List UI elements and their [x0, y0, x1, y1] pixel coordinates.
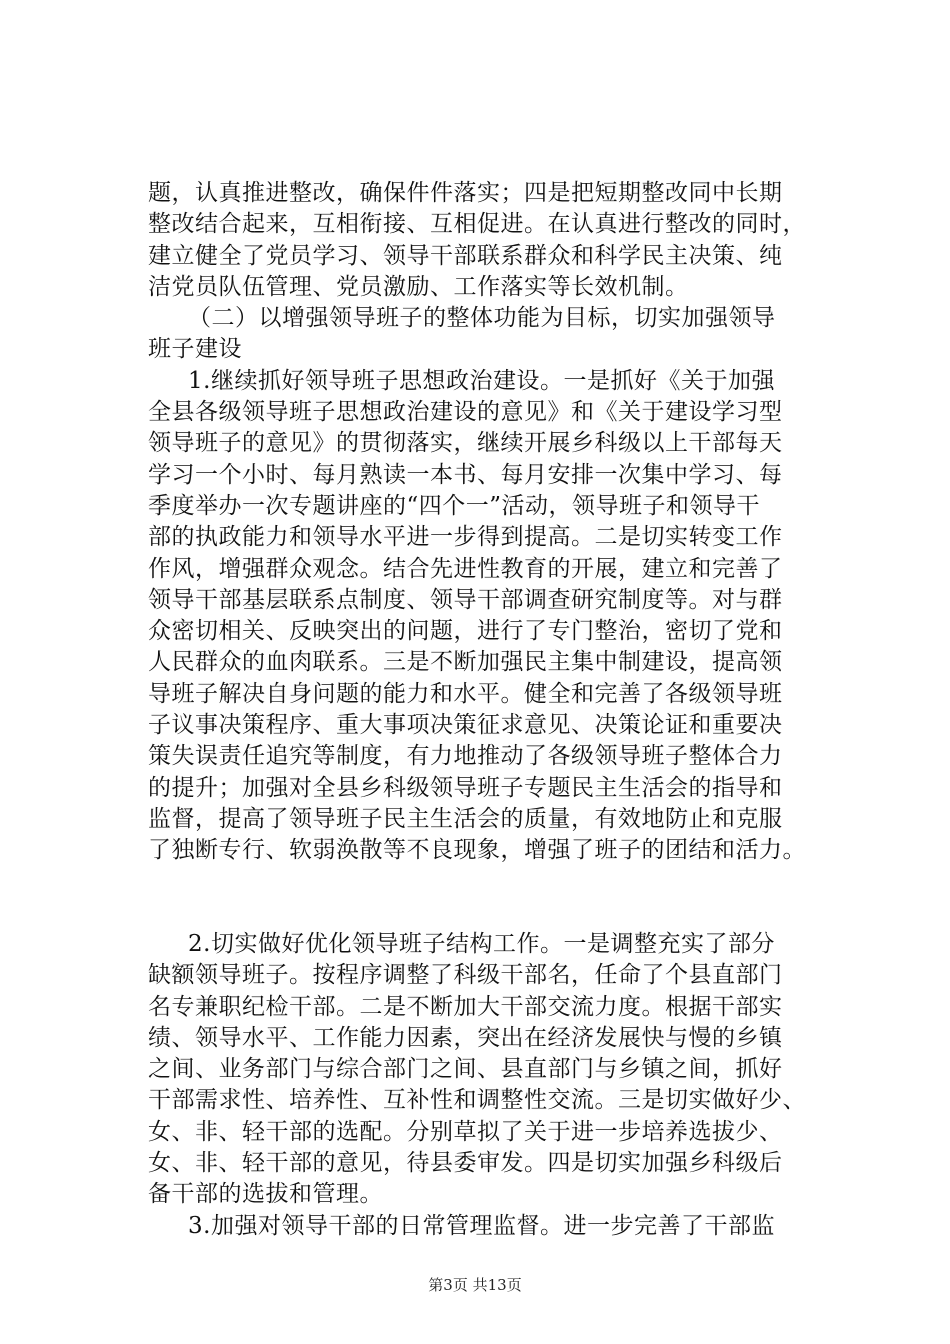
section-heading-line: 班子建设	[148, 336, 242, 363]
body-text-section-1	[148, 178, 808, 867]
text-line: 备干部的选拔和管理。	[148, 1181, 383, 1208]
text-line: 女、非、轻干部的意见，待县委审发。四是切实加强乡科级后	[148, 1150, 783, 1177]
text-line: 导班子解决自身问题的能力和水平。健全和完善了各级领导班	[148, 680, 783, 707]
text-line: 2.切实做好优化领导班子结构工作。一是调整充实了部分	[188, 931, 775, 957]
text-line: 部的执政能力和领导水平进一步得到提高。二是切实转变工作	[148, 524, 783, 551]
text-line: 领导班子的意见》的贯彻落实，继续开展乡科级以上干部每天	[148, 430, 783, 457]
text-line: 缺额领导班子。按程序调整了科级干部名，任命了个县直部门	[148, 962, 783, 989]
text-line: 3.加强对领导干部的日常管理监督。进一步完善了干部监	[188, 1212, 775, 1239]
section-heading-line: （二）以增强领导班子的整体功能为目标，切实加强领导	[188, 305, 776, 332]
text-line: 1.继续抓好领导班子思想政治建设。一是抓好《关于加强	[188, 367, 775, 394]
body-text-section-2	[148, 929, 808, 1242]
text-line: 作风，增强群众观念。结合先进性教育的开展，建立和完善了	[148, 555, 783, 582]
text-line: 绩、领导水平、工作能力因素，突出在经济发展快与慢的乡镇	[148, 1024, 783, 1051]
text-line: 学习一个小时、每月熟读一本书、每月安排一次集中学习、每	[148, 461, 783, 488]
text-line: 全县各级领导班子思想政治建设的意见》和《关于建设学习型	[148, 399, 783, 426]
text-line: 题，认真推进整改，确保件件落实；四是把短期整改同中长期	[148, 180, 783, 206]
text-line: 建立健全了党员学习、领导干部联系群众和科学民主决策、纯	[148, 242, 783, 269]
text-line: 干部需求性、培养性、互补性和调整性交流。三是切实做好少、	[148, 1087, 806, 1114]
text-line: 人民群众的血肉联系。三是不断加强民主集中制建设，提高领	[148, 649, 783, 676]
text-line: 整改结合起来，互相衔接、互相促进。在认真进行整改的同时，	[148, 211, 806, 238]
text-line: 了独断专行、软弱涣散等不良现象，增强了班子的团结和活力。	[148, 837, 806, 864]
text-line: 众密切相关、反映突出的问题，进行了专门整治，密切了党和	[148, 618, 783, 645]
page-number-footer: 第3页 共13页	[428, 1276, 522, 1294]
text-line: 女、非、轻干部的选配。分别草拟了关于进一步培养选拔少、	[148, 1118, 783, 1145]
text-line: 之间、业务部门与综合部门之间、县直部门与乡镇之间，抓好	[148, 1056, 783, 1083]
text-line: 策失误责任追究等制度，有力地推动了各级领导班子整体合力	[148, 743, 783, 770]
text-line: 季度举办一次专题讲座的“四个一”活动，领导班子和领导干	[148, 492, 761, 519]
text-line: 领导干部基层联系点制度、领导干部调查研究制度等。对与群	[148, 586, 783, 613]
text-line: 监督，提高了领导班子民主生活会的质量，有效地防止和克服	[148, 805, 783, 832]
text-line: 的提升；加强对全县乡科级领导班子专题民主生活会的指导和	[148, 774, 783, 801]
text-line: 洁党员队伍管理、党员激励、工作落实等长效机制。	[148, 273, 689, 300]
text-line: 名专兼职纪检干部。二是不断加大干部交流力度。根据干部实	[148, 993, 783, 1020]
text-line: 子议事决策程序、重大事项决策征求意见、决策论证和重要决	[148, 712, 783, 739]
